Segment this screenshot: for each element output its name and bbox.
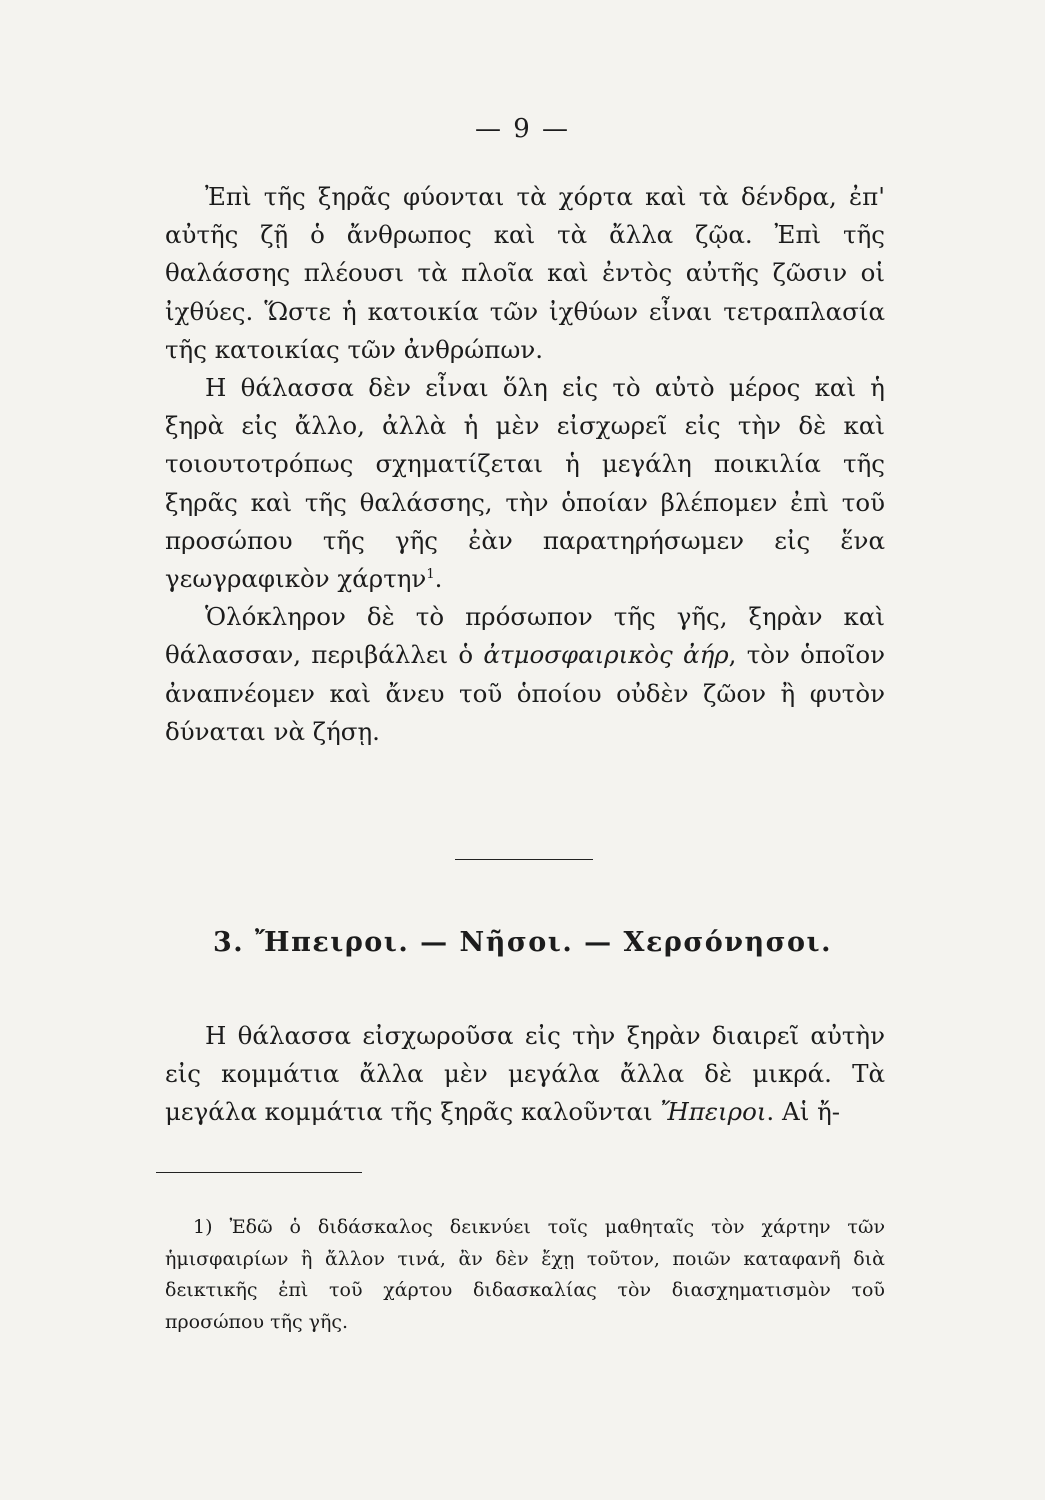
footnote-block bbox=[165, 1212, 885, 1338]
continents-term: Ἤπειροι bbox=[660, 1097, 767, 1127]
section-heading: 3. Ἤπειροι. — Νῆσοι. — Χερσόνησοι. bbox=[212, 927, 833, 958]
section-divider bbox=[455, 859, 593, 860]
footnote-text: 1) Ἐδῶ ὁ διδάσκαλος δεικνύει τοῖς μαθηταῖς τὸν χάρτην τῶν ἡμισφαιρίων ἢ ἄλλον τινά, ἂν δὲν ἔχῃ τοῦτον, ποιῶν καταφανῆ διὰ δεικτικῆς ἐπὶ τοῦ χάρτου διδασκαλίας τὸν διασχηματισμὸν τοῦ προσώπου τῆς γῆς. bbox=[165, 1216, 885, 1333]
paragraph-sea-end: . bbox=[434, 564, 443, 594]
paragraph-continents bbox=[165, 1017, 885, 1132]
footnote-divider bbox=[156, 1172, 362, 1173]
paragraph-continents-end: . Αἱ ἤ- bbox=[766, 1097, 841, 1127]
page-number: — 9 — bbox=[474, 114, 571, 144]
paragraph-atmosphere-end: , τὸν ὁποῖον ἀναπνέομεν καὶ ἄνευ τοῦ ὁποίου οὐδὲν ζῶον ἢ φυτὸν δύναται νὰ ζήσῃ. bbox=[165, 640, 885, 746]
atmosphere-term: ἀτμοσφαιρικὸς ἀήρ bbox=[483, 640, 729, 670]
paragraph-atmosphere-start: Ὁλόκληρον δὲ τὸ πρόσωπον τῆς γῆς, ξηρὰν καὶ θάλασσαν, περιβάλλει ὁ bbox=[165, 602, 885, 670]
paragraph-dry-land: Ἐπὶ τῆς ξηρᾶς φύονται τὰ χόρτα καὶ τὰ δένδρα, ἐπ' αὐτῆς ζῇ ὁ ἄνθρωπος καὶ τὰ ἄλλα ζῷα. Ἐπὶ τῆς θαλάσσης πλέουσι τὰ πλοῖα καὶ ἐντὸς αὐτῆς ζῶσιν οἱ ἰχθύες. Ὥστε ἡ κατοικία τῶν ἰχθύων εἶναι τετραπλασία τῆς κατοικίας τῶν ἀνθρώπων. bbox=[165, 182, 885, 364]
paragraph-continents-start: Η θάλασσα εἰσχωροῦσα εἰς τὴν ξηρὰν διαιρεῖ αὐτὴν εἰς κομμάτια ἄλλα μὲν μεγάλα ἄλλα δὲ μικρά. Τὰ μεγάλα κομμάτια τῆς ξηρᾶς καλοῦνται bbox=[165, 1021, 885, 1127]
main-text-block bbox=[165, 178, 885, 751]
paragraph-sea-text: Η θάλασσα δὲν εἶναι ὅλη εἰς τὸ αὐτὸ μέρος καὶ ἡ ξηρὰ εἰς ἄλλο, ἀλλὰ ἡ μὲν εἰσχωρεῖ εἰς τὴν δὲ καὶ τοιουτοτρόπως σχηματίζεται ἡ μεγάλη ποικιλία τῆς ξηρᾶς καὶ τῆς θαλάσσης, τὴν ὁποίαν βλέπομεν ἐπὶ τοῦ προσώπου τῆς γῆς ἐὰν παρατηρήσωμεν εἰς ἕνα γεωγραφικὸν χάρτην bbox=[165, 373, 885, 594]
paragraph-sea bbox=[165, 369, 885, 598]
footnote-reference[interactable]: 1 bbox=[426, 566, 435, 582]
paragraph-atmosphere bbox=[165, 598, 885, 751]
section-text-block bbox=[165, 1017, 885, 1132]
